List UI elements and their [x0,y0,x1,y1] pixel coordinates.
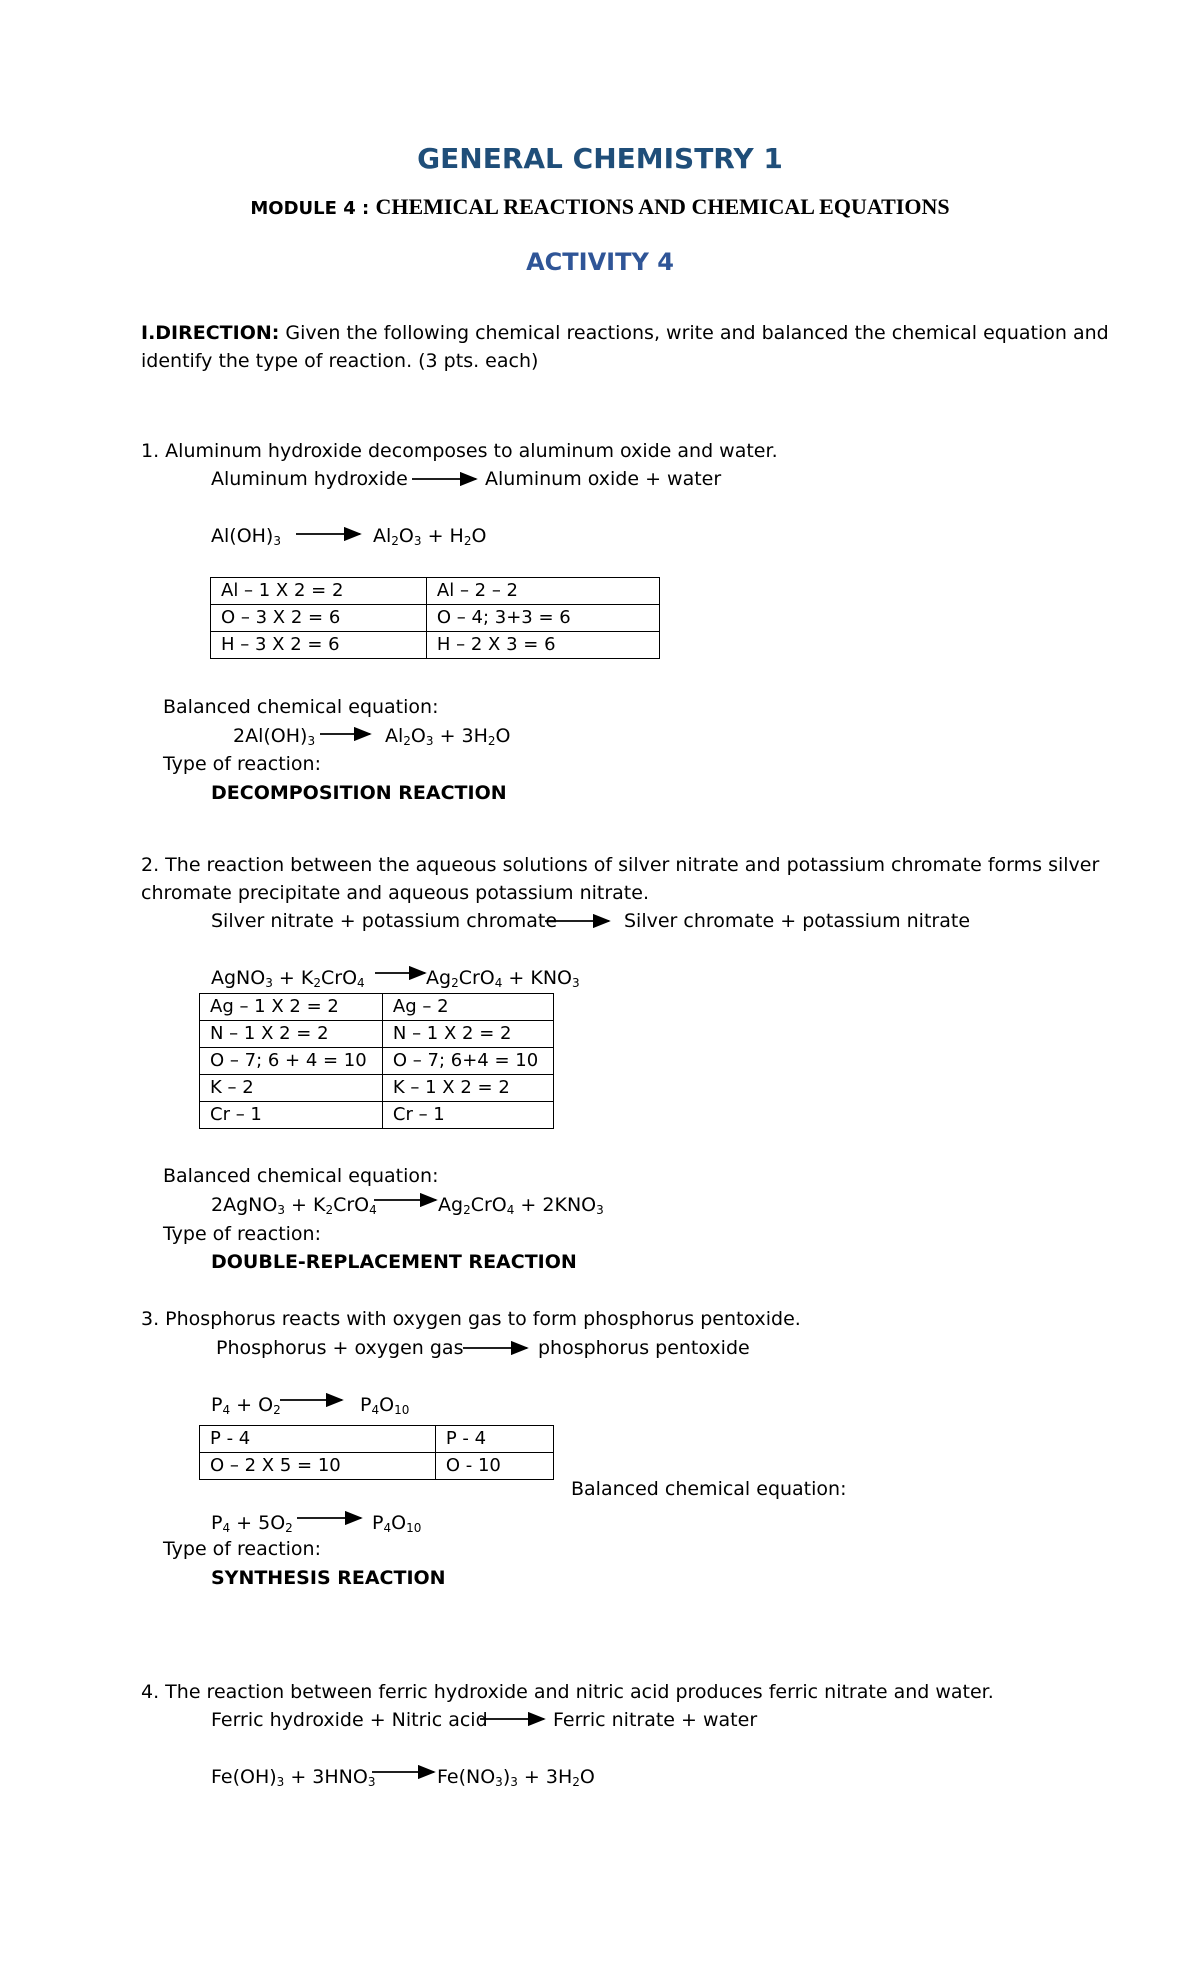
q2-type-label: Type of reaction: [163,1223,322,1245]
table-cell: P - 4 [200,1426,436,1453]
q2-balanced-arrow [372,1193,440,1207]
table-cell: N – 1 X 2 = 2 [200,1021,383,1048]
q4-word-left: Ferric hydroxide + Nitric acid [211,1709,488,1731]
q2-word-right: Silver chromate + potassium nitrate [624,910,971,932]
table-cell: Ag – 2 [382,994,553,1021]
table-cell: P - 4 [435,1426,553,1453]
direction-line1 [141,324,1109,343]
q2-balance-table [199,993,554,1129]
table-cell: O – 7; 6 + 4 = 10 [200,1048,383,1075]
table-cell: H – 2 X 3 = 6 [426,632,659,659]
q4-reactants: $Fe(OH)_3 + 3HNO_3$ [211,1766,376,1789]
table-cell: O – 2 X 5 = 10 [200,1453,436,1480]
q1-type: DECOMPOSITION REACTION [211,782,507,804]
table-cell: O – 4; 3+3 = 6 [426,605,659,632]
table-row [211,605,660,632]
q3-equation-arrow [278,1393,346,1407]
table-row [211,578,660,605]
q3-word-arrow [461,1341,531,1355]
q3-balance-table [199,1425,554,1480]
q1-word-right: Aluminum oxide + water [485,468,722,490]
table-row [200,1048,554,1075]
table-row [200,1426,554,1453]
q2-prompt-line1: 2. The reaction between the aqueous solutions of silver nitrate and potassium chromate forms silver [141,854,1100,876]
table-cell: Al – 2 – 2 [426,578,659,605]
table-row [200,1453,554,1480]
q1-balanced-arrow [318,727,374,741]
table-row [200,1102,554,1129]
q1-word-arrow [410,472,480,486]
q1-type-label: Type of reaction: [163,753,322,775]
q3-balanced-arrow [295,1511,365,1525]
q3-reactants: $P_4 + O_2$ [211,1394,281,1417]
direction-text: Given the following chemical reactions, write and balanced the chemical equation and [279,322,1109,344]
q4-prompt: 4. The reaction between ferric hydroxide and nitric acid produces ferric nitrate and water. [141,1681,994,1703]
table-cell: K – 1 X 2 = 2 [382,1075,553,1102]
q2-word-arrow [543,914,613,928]
q4-equation-arrow [370,1765,438,1779]
table-cell: H – 3 X 2 = 6 [211,632,427,659]
table-cell: Ag – 1 X 2 = 2 [200,994,383,1021]
direction-label: I.DIRECTION: [141,322,280,344]
q3-type-label: Type of reaction: [163,1538,322,1560]
q1-balanced-products: $Al_2O_3 + 3H_2O$ [385,725,511,748]
q3-word-right: phosphorus pentoxide [538,1337,750,1359]
q2-products: $Ag_2CrO_4 + KNO_3$ [426,967,580,990]
table-row [200,1021,554,1048]
q1-equation-arrow [294,527,364,541]
activity-heading: ACTIVITY 4 [526,248,674,276]
q3-balanced-reactants: $P_4 + 5O_2$ [211,1512,293,1535]
module-heading [0,196,1200,218]
table-cell: Cr – 1 [200,1102,383,1129]
module-topic: CHEMICAL REACTIONS AND CHEMICAL EQUATIONS [375,194,950,219]
q2-reactants: AgNO$_3$ + $K_2CrO_4$ [211,967,365,990]
table-cell: N – 1 X 2 = 2 [382,1021,553,1048]
q3-products: $P_4O_{10}$ [360,1394,410,1417]
q4-products: $Fe(NO_3)_3 + 3H_2O$ [437,1766,595,1789]
page-title: GENERAL CHEMISTRY 1 [417,142,783,175]
module-lead: MODULE 4 : [250,198,376,219]
q3-balanced-label: Balanced chemical equation: [571,1478,847,1500]
q2-balanced-products: $Ag_2CrO_4 + 2KNO_3$ [438,1194,604,1217]
q2-balanced-label: Balanced chemical equation: [163,1165,439,1187]
table-cell: O – 7; 6+4 = 10 [382,1048,553,1075]
q3-balanced-products: $P_4O_{10}$ [372,1512,422,1535]
table-row [211,632,660,659]
q2-balanced-reactants: 2AgNO$_3$ + $K_2CrO_4$ [211,1194,377,1217]
table-cell: K – 2 [200,1075,383,1102]
table-row [200,994,554,1021]
q1-balanced-label: Balanced chemical equation: [163,696,439,718]
q1-reactants: $Al(OH)_3$ [211,525,281,548]
q1-balanced-reactants: $2Al(OH)_3$ [233,725,316,748]
q2-word-left: Silver nitrate + potassium chromate [211,910,558,932]
q2-equation-arrow [373,966,429,980]
q3-type: SYNTHESIS REACTION [211,1567,446,1589]
q4-word-arrow [478,1712,548,1726]
q3-word-left: Phosphorus + oxygen gas [216,1337,464,1359]
table-cell: O – 3 X 2 = 6 [211,605,427,632]
table-row [200,1075,554,1102]
q4-word-right: Ferric nitrate + water [553,1709,758,1731]
table-cell: O - 10 [435,1453,553,1480]
q2-prompt-line2: chromate precipitate and aqueous potassium nitrate. [141,882,649,904]
q1-word-left: Aluminum hydroxide [211,468,408,490]
direction-line2: identify the type of reaction. (3 pts. each) [141,350,539,372]
q1-products: $Al_2O_3 + H_2O$ [373,525,487,548]
q2-type: DOUBLE-REPLACEMENT REACTION [211,1251,577,1273]
q1-balance-table [210,577,660,659]
table-cell: Al – 1 X 2 = 2 [211,578,427,605]
q3-prompt: 3. Phosphorus reacts with oxygen gas to form phosphorus pentoxide. [141,1308,801,1330]
table-cell: Cr – 1 [382,1102,553,1129]
q1-prompt: 1. Aluminum hydroxide decomposes to aluminum oxide and water. [141,440,778,462]
